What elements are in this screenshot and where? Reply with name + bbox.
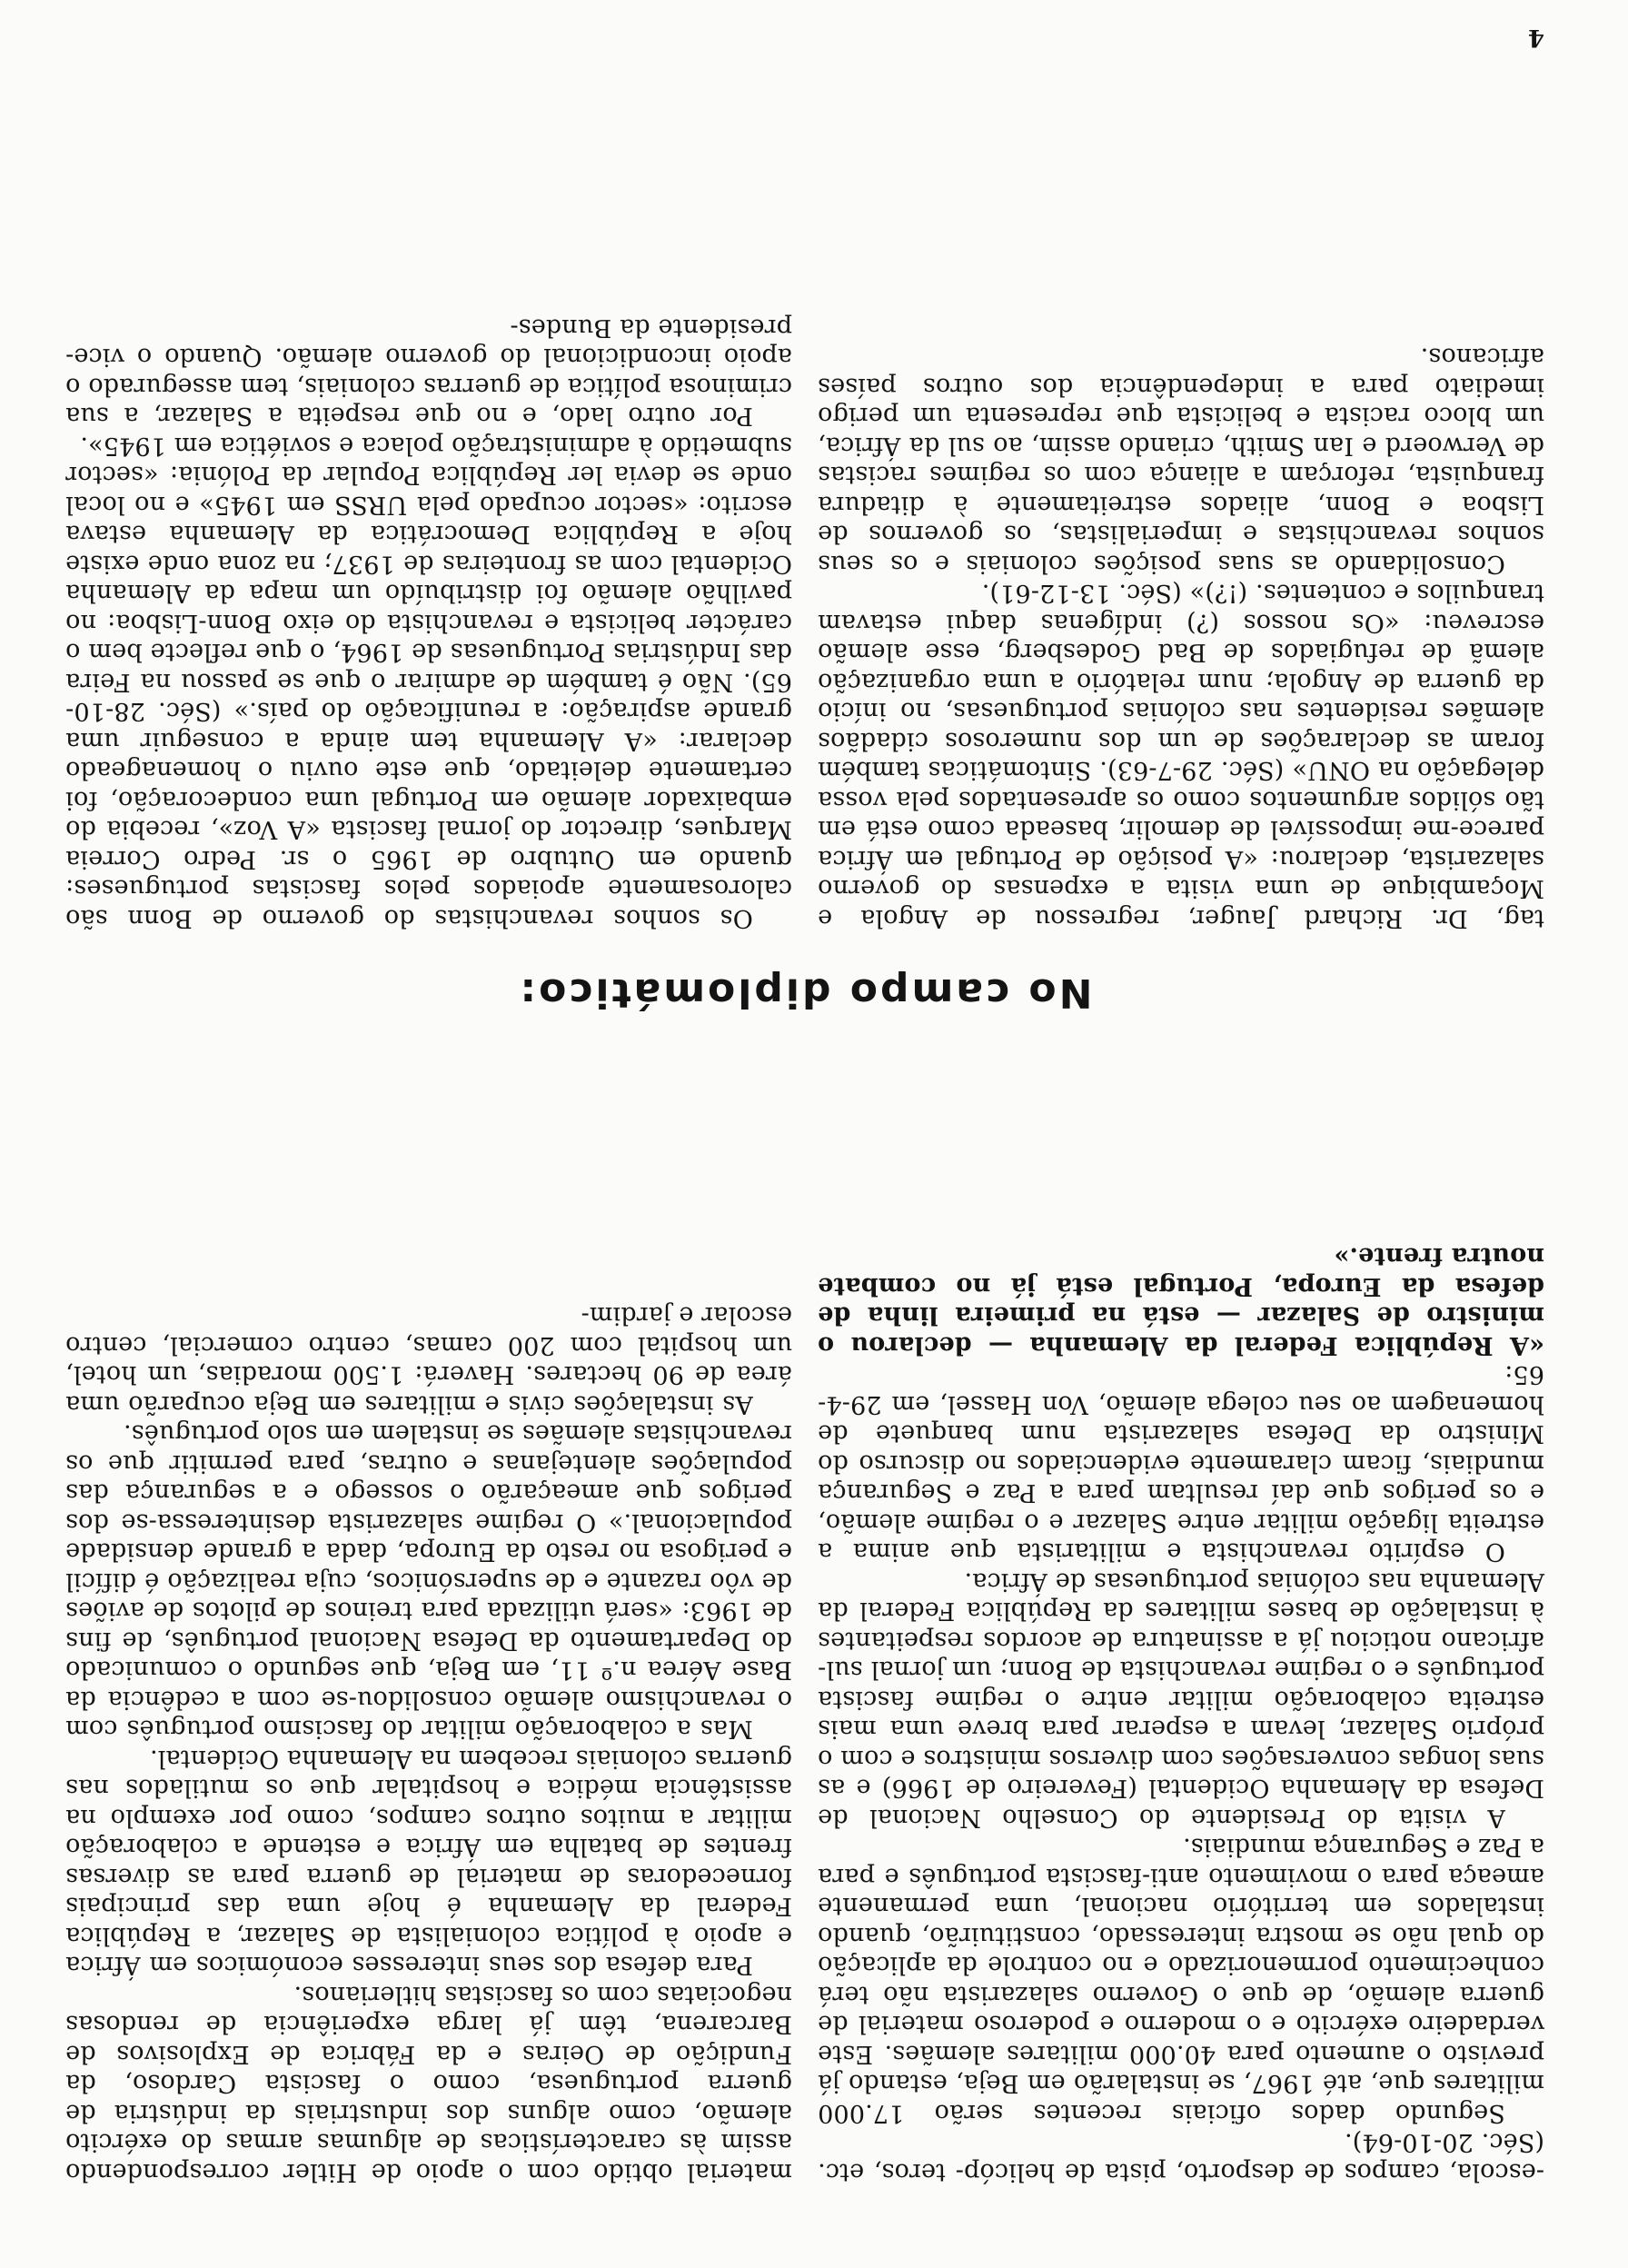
paragraph: A visita do Presidente do Conselho Nacional de Defesa da Alemanha Ocidental (Fevereiro de 1966) e as suas longas conversações com diversos ministros e com o próprio Salazar, levam a esperar para breve uma mais estreita colaboração militar entre o regime fascista português e o regime revanchista de Bonn; um jornal sul-africano noticiou já a assinatura de acordos respeitantes à instalação de bases militares da República Federal da Alemanha nas colónias portuguesas de África. — [818, 1567, 1544, 1832]
paragraph: O espírito revanchista e militarista que anima a estreita ligação militar entre Salazar e o regime alemão, e os perigos que daí resultam para a Paz e Segurança mundiais, ficam claramente evidenciados no discurso do Ministro da Defesa salazarista num banquete de homenagem ao seu colega alemão, Von Hassel, em 29-4-65: — [818, 1360, 1544, 1567]
paragraph: Consolidando as suas posições coloniais e os seus sonhos revanchistas e imperialistas, os governos de Lisboa e Bonn, aliados estreitamente à ditadura franquista, reforçam a aliança com os regimes racistas de Verwoerd e Ian Smith, criando assim, ao sul da África, um bloco racista e belicista que representa um perigo imediato para a independência dos outros países africanos. — [818, 343, 1544, 578]
paragraph: -escola, campos de desporto, pista de helicóp- teros, etc. (Séc. 20-10-64). — [818, 2128, 1544, 2186]
paragraph: As instalações civis e militares em Beja ocuparão uma área de 90 hectares. Haverá: 1.500 moradias, um hotel, um hospital com 200 camas, centro comercial, centro escolar e jardim- — [65, 1301, 792, 1418]
paragraph: Por outro lado, e no que respeita a Salazar, a sua criminosa política de guerras coloniais, tem assegurado o apoio incondicional do governo alemão. Quando o vice-presidente da Bundes- — [65, 313, 792, 431]
quote-paragraph: «A República Federal da Alemanha — declarou o ministro de Salazar — está na primeira linha de defesa da Europa, Portugal está já no combate noutra frente.» — [818, 1242, 1544, 1359]
page-number: 4 — [1527, 24, 1544, 51]
left-column-bottom — [818, 42, 1544, 932]
section-heading: No campo diplomático: — [517, 970, 1093, 1016]
right-column-top — [65, 1023, 792, 2186]
paragraph: Para defesa dos seus interesses económicos em África e apoio à política colonialista de Salazar, a República Federal da Alemanha é hoje uma das principais fornecedoras de material de guerra para as diversas frentes de batalha em África e estende a colaboração militar a muitos outros campos, como por exemplo na assistência médica e hospitalar que os mutilados nas guerras coloniais recebem na Alemanha Ocidental. — [65, 1745, 792, 1980]
paragraph: Segundo dados oficiais recentes serão 17.000 militares que, até 1967, se instalarão em Beja, estando já previsto o aumento para 40.000 militares alemães. Este verdadeiro exército e o moderno e poderoso material de guerra alemão, de que o Governo salazarista não terá conhecimento pormenorizado e no controle da aplicação do qual não se mostra interessado, constituirão, quando instalados em território nacional, uma permanente ameaça para o movimento anti-fascista português e para a Paz e Segurança mundiais. — [818, 1833, 1544, 2127]
left-column-top — [818, 1023, 1544, 2186]
paragraph: Os sonhos revanchistas do governo de Bonn são calorosamente apoiados pelos fascistas portugueses: quando em Outubro de 1965 o sr. Pedro Correia Marques, director do jornal fascista «A Voz», recebia do embaixador alemão em Portugal uma condecoração, foi certamente deleitado, que este ouviu o homenageado declarar: «A Alemanha tem ainda a conseguir uma grande aspiração: a reunificação do país.» (Séc. 28-10-65). Não é também de admirar o que se passou na Feira das Indústrias Portuguesas de 1964, o que reflecte bem o carácter belicista e revanchista do eixo Bonn-Lisboa: no pavilhão alemão foi distribuído um mapa da Alemanha Ocidental com as fronteiras de 1937; na zona onde existe hoje a República Democrática da Alemanha estava escrito: «sector ocupado pela URSS em 1945» e no local onde se devia ler República Popular da Polónia: «sector submetido à administração polaca e soviética em 1945». — [65, 432, 792, 932]
paragraph: material obtido com o apoio de Hitler correspondendo assim às características de algumas armas do exército alemão, como alguns dos industriais da indústria de guerra portuguesa, como o fascista Cardoso, da Fundição de Oeiras e da Fábrica de Explosivos de Barcarena, têm já larga experiência de rendosas negociatas com os fascistas hitlerianos. — [65, 1981, 792, 2186]
paragraph: Mas a colaboração militar do fascismo português com o revanchismo alemão consolidou-se com a cedência da Base Aérea n.º 11, em Beja, que segundo o comunicado do Departamento da Defesa Nacional português, de fins de 1963: «será utilizada para treinos de pilotos de aviões de vôo razante e de supersónicos, cuja realização é difícil e perigosa no resto da Europa, dada a grande densidade populacional.» O regime salazarista desinteressa-se dos perigos que ameaçarão o sossego e a segurança das populações alentejanas e outras, para permitir que os revanchistas alemães se instalem em solo português. — [65, 1419, 792, 1744]
paragraph: tag, Dr. Richard Jauger, regressou de Angola e Moçambique de uma visita a expensas do governo salazarista, declarou: «A posição de Portugal em África parece-me impossível de demolir, baseada como está em tão sólidos argumentos como os apresentados pela vossa delegação na ONU» (Séc. 29-7-63). Sintomáticas também foram as declarações de um dos numerosos cidadãos alemães residentes nas colónias portuguesas, no início da guerra de Angola; num relatório a uma organização alemã de refugiados de Bad Godesberg, esse alemão escreveu: «Os nossos (?) indígenas daqui estavam tranquilos e contentes. (!?)» (Séc. 13-12-61). — [818, 579, 1544, 932]
right-column-bottom — [65, 42, 792, 932]
